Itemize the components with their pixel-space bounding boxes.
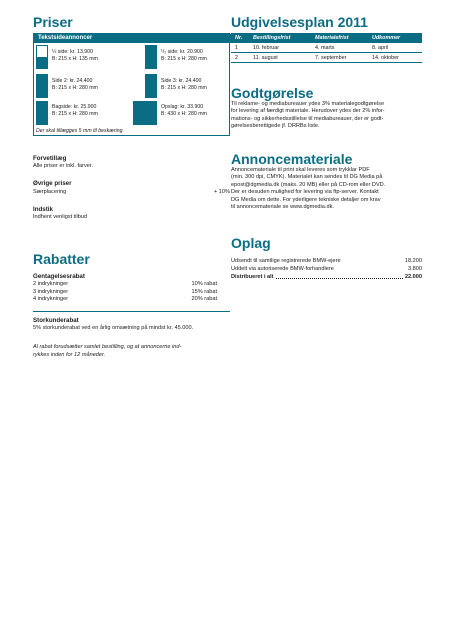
- discount-value: 10% rabat: [191, 281, 217, 287]
- ad-thumb-opslag-left: [133, 101, 145, 125]
- schedule-cell: 10. februar: [249, 43, 311, 53]
- bleed-note: Der skal tillægges 5 mm til beskæring.: [36, 128, 124, 134]
- ad-thumb-quarter: [36, 45, 48, 69]
- oplag-title: Oplag: [231, 235, 271, 251]
- paragraph-line: mations- og sikkerhedsstillelse til mediabureauer, der er godt-: [231, 115, 384, 122]
- ovrige-priser-heading: Øvrige priser: [33, 180, 72, 187]
- gentagelsesrabat-heading: Gentagelsesrabat: [33, 273, 85, 280]
- indstik-heading: Indstik: [33, 206, 53, 213]
- schedule-cell: 11. august: [249, 53, 311, 63]
- dotted-leader: [276, 274, 403, 279]
- ad-opslag-price: Opslag: kr. 33.900: [161, 104, 204, 110]
- ad-half-text: [161, 49, 207, 63]
- oplag-total-value: 22.000: [404, 274, 422, 280]
- schedule-cell: 4. marts: [311, 43, 368, 53]
- schedule-cell: 7. september: [311, 53, 368, 63]
- ad-side3-size: B: 215 x H: 280 mm: [161, 85, 207, 91]
- discount-value: 15% rabat: [191, 288, 217, 295]
- ad-thumb-fill: [37, 75, 47, 97]
- ad-price-box-header: Tekstsideannoncer: [34, 34, 231, 43]
- oplag-total-label: Distribueret i alt: [231, 274, 274, 280]
- ad-thumb-half: [145, 45, 157, 69]
- table-row: [231, 53, 422, 63]
- discount-label: 3 indrykninger: [33, 288, 69, 295]
- schedule-header-row: [231, 33, 422, 43]
- divider: [33, 311, 230, 312]
- storkunderabat-heading: Storkunderabat: [33, 317, 79, 324]
- schedule-col-udkommer: Udkommer: [368, 33, 422, 43]
- paragraph-line: Til reklame- og mediabureauer ydes 3% materialegodtgørelse: [231, 101, 385, 107]
- schedule-cell: 8. april: [368, 43, 422, 53]
- paragraph-line: Annoncemateriale til print skal leveres som trykklar PDF: [231, 167, 370, 173]
- godtgorelse-text: [231, 101, 385, 131]
- ad-side2-size: B: 215 x H: 280 mm: [52, 85, 98, 91]
- rabat-note-line2: rykkes inden for 12 måneder.: [33, 351, 106, 358]
- rabatter-title: Rabatter: [33, 251, 90, 267]
- ad-quarter-size: B: 215 x H: 135 mm: [52, 56, 98, 62]
- priser-title: Priser: [33, 14, 73, 30]
- oplag-row: [231, 258, 422, 265]
- oplag-label: Uddelt via autoriserede BMW-forhandlere: [231, 266, 334, 272]
- oplag-row: [231, 266, 422, 273]
- ad-opslag-size: B: 430 x H: 280 mm: [161, 111, 207, 117]
- ad-half-size: B: 215 x H: 280 mm: [161, 56, 207, 62]
- oplag-total-row: [231, 274, 422, 281]
- ad-bagside-price: Bagside: kr. 25.900: [52, 104, 97, 110]
- ad-side2-text: [52, 78, 98, 92]
- saerplacering-row: [33, 189, 230, 196]
- annoncemateriale-title: Annoncemateriale: [231, 151, 353, 167]
- ad-thumb-fill: [134, 102, 144, 124]
- ad-thumb-fill: [146, 75, 156, 97]
- schedule-col-nr: Nr.: [231, 33, 249, 43]
- oplag-value: 18.200: [404, 258, 422, 264]
- ad-quarter-text: [52, 49, 98, 63]
- schedule-cell: 1: [231, 43, 249, 53]
- ad-side2-price: Side 2: kr. 24.400: [52, 78, 93, 84]
- oplag-label: Udsendt til samtlige registrerede BMW-ejere: [231, 258, 341, 264]
- annoncemateriale-text: [231, 167, 385, 211]
- ad-thumb-fill: [146, 102, 156, 124]
- ad-thumb-bagside: [36, 101, 48, 125]
- discount-value: 20% rabat: [191, 296, 217, 302]
- paragraph-line: til annoncemateriale se www.dgmedia.dk.: [231, 204, 334, 211]
- udgivelsesplan-title: Udgivelsesplan 2011: [231, 14, 368, 30]
- ad-quarter-price: ¼ side: kr. 13.900: [52, 49, 93, 55]
- table-row: [231, 43, 422, 53]
- ad-thumb-fill: [37, 57, 47, 68]
- ad-side3-text: [161, 78, 207, 92]
- schedule-cell: 14. oktober: [368, 53, 422, 63]
- oplag-value: 3.800: [408, 266, 422, 272]
- paragraph-line: epost@dgmedia.dk (maks. 20 MB) eller på CD-rom eller DVD.: [231, 181, 386, 188]
- forvetillaeg-heading: Forvetillæg: [33, 155, 67, 162]
- schedule-col-bestillingsfrist: Bestillingsfrist: [249, 33, 311, 43]
- schedule-col-materialefrist: Materialefrist: [311, 33, 368, 43]
- saerplacering-value: + 10%: [213, 189, 230, 195]
- godtgorelse-title: Godtgørelse: [231, 85, 314, 101]
- paragraph-line: Der er desuden mulighed for levering via ftp-server. Kontakt: [231, 189, 379, 196]
- forvetillaeg-text: Alle priser er inkl. farver.: [33, 163, 93, 169]
- ad-thumb-fill: [37, 102, 47, 124]
- schedule-table: [231, 33, 422, 63]
- ad-opslag-text: [161, 104, 207, 118]
- ad-thumb-side3: [145, 74, 157, 98]
- ad-bagside-size: B: 215 x H: 280 mm: [52, 111, 98, 117]
- ad-half-price: ¹/₂ side: kr. 20.900: [161, 49, 203, 55]
- discount-row: [33, 296, 217, 303]
- discount-row: [33, 281, 217, 288]
- indstik-text: Indhent venligst tilbud: [33, 214, 88, 220]
- ad-thumb-opslag-right: [145, 101, 157, 125]
- discount-label: 4 indrykninger: [33, 296, 69, 302]
- ad-side3-price: Side 3: kr. 24.400: [161, 78, 202, 84]
- paragraph-line: for levering af færdigt materiale. Herudover ydes der 2% infor-: [231, 108, 385, 115]
- discount-row: [33, 289, 217, 296]
- storkunderabat-text: 5% storkunderabat ved en årlig omsætning på mindst kr. 45.000.: [33, 325, 194, 331]
- paragraph-line: (min. 300 dpi, CMYK). Materialet kan sendes til DG Media på: [231, 174, 383, 181]
- paragraph-line: DG Media om dette. For yderligere tekniske detaljer om krav: [231, 196, 381, 203]
- ad-thumb-side2: [36, 74, 48, 98]
- ad-thumb-fill: [146, 46, 156, 68]
- saerplacering-label: Særplacering: [33, 189, 67, 195]
- rabat-note-line1: Al rabat forudsætter samlet bestilling, og at annoncerne ind-: [33, 344, 182, 350]
- discount-label: 2 indrykninger: [33, 281, 69, 287]
- schedule-cell: 2: [231, 53, 249, 63]
- paragraph-line: gørelsesberettigede jf. DRRBs liste.: [231, 123, 320, 130]
- ad-bagside-text: [52, 104, 98, 118]
